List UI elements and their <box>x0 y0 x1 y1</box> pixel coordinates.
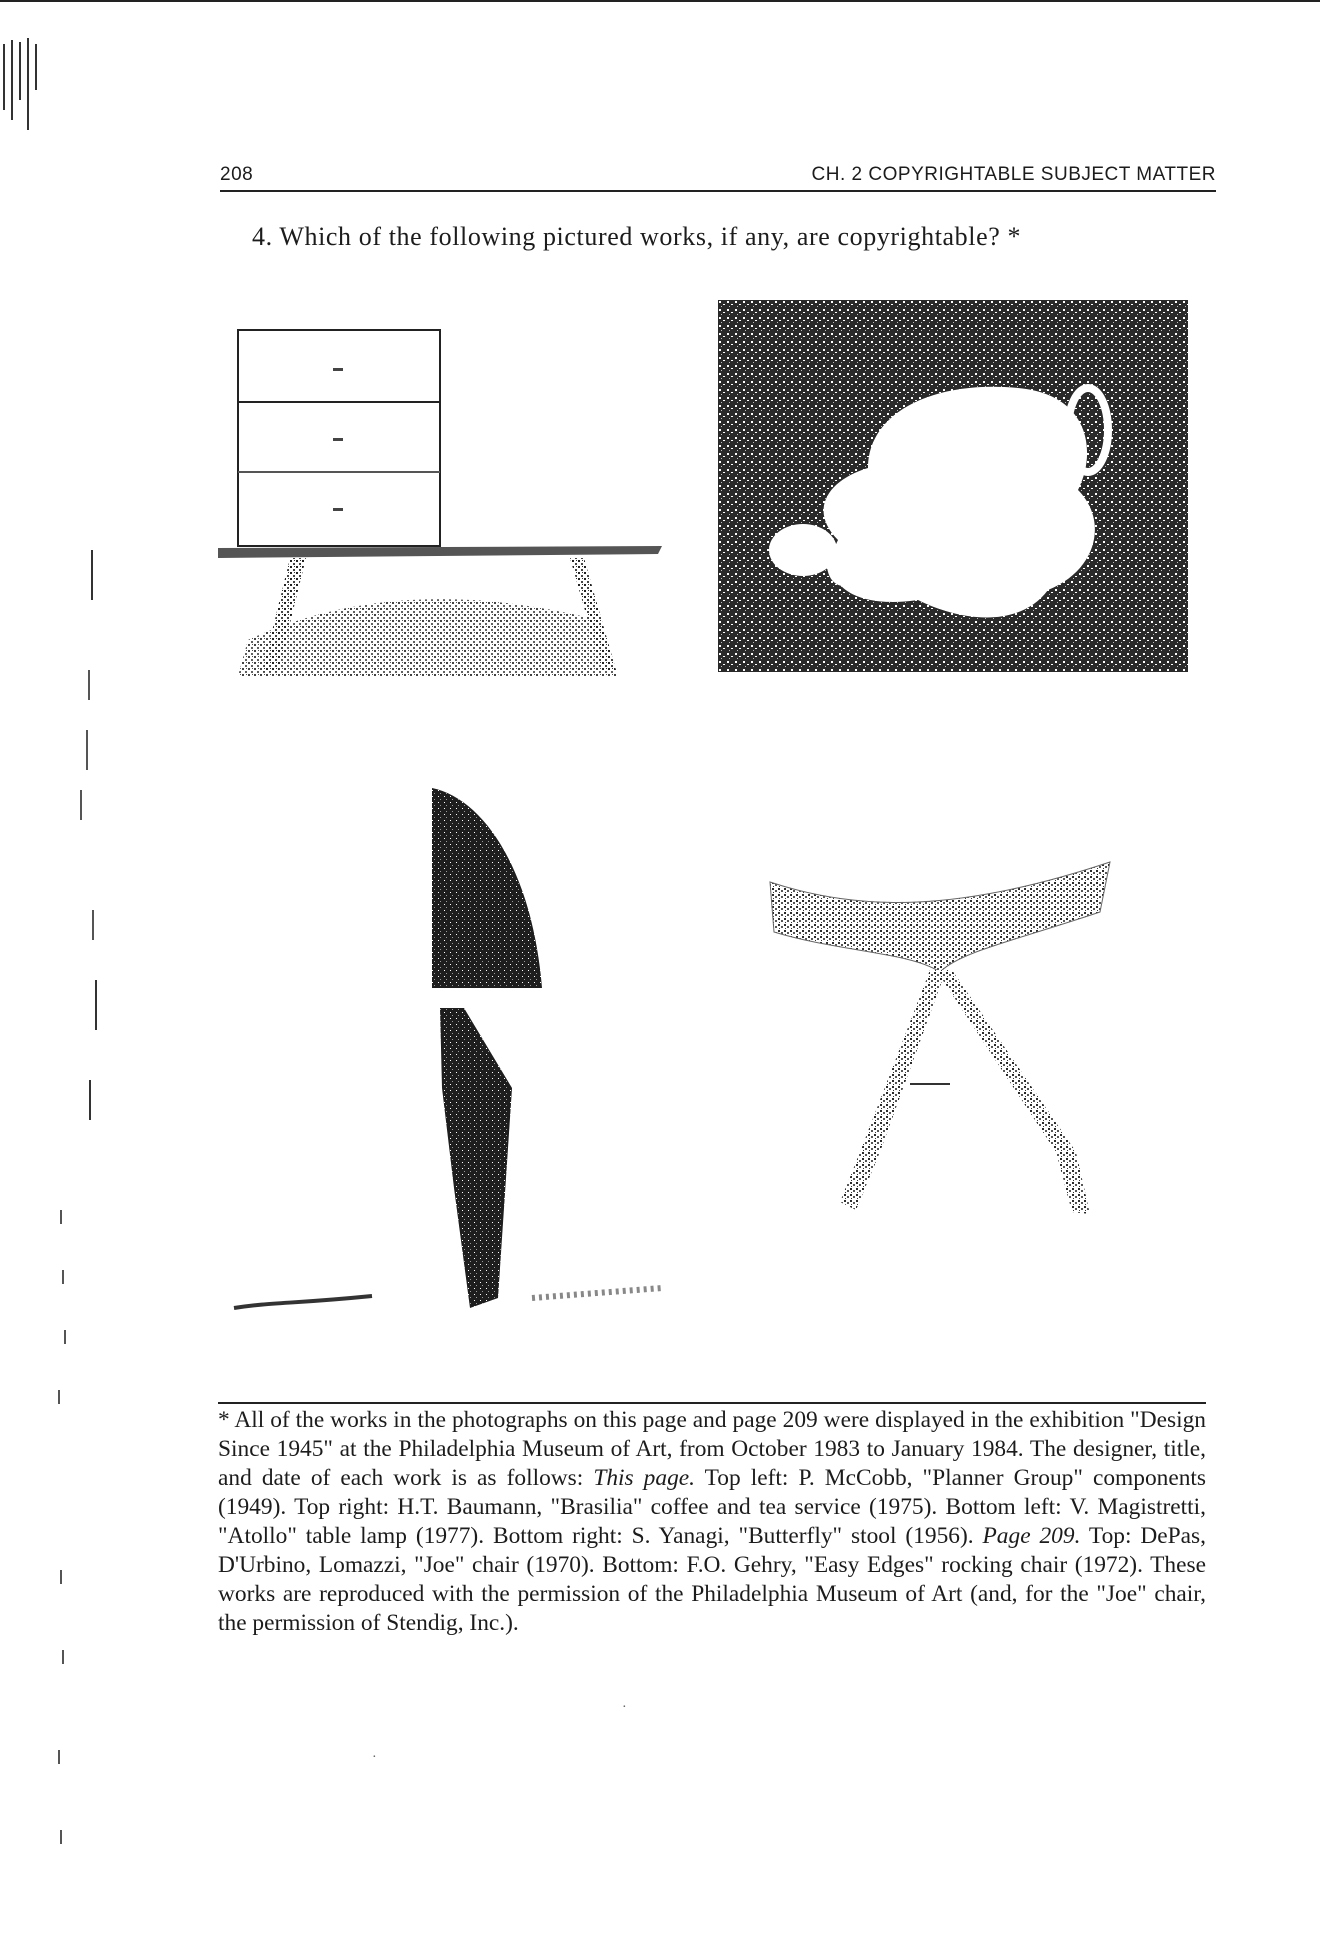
footnote-page-ref: Page 209. <box>982 1523 1081 1549</box>
photo-butterfly-stool <box>760 852 1120 1232</box>
photo-atollo-table-lamp <box>232 788 672 1328</box>
footnote <box>218 1406 1206 1638</box>
running-header <box>220 160 1216 192</box>
footnote-divider <box>218 1402 1206 1404</box>
scan-margin-marks <box>0 30 110 1930</box>
chapter-title: CH. 2 COPYRIGHTABLE SUBJECT MATTER <box>811 164 1216 185</box>
footnote-text-3: Top: DePas, D'Urbino, Lomazzi, "Joe" chair (1970). Bottom: F.O. Gehry, "Easy Edges" rocking chair (1972). These works are reproduced with the permission of the Philadelphia Museum of Art (and, for the "Joe" chair, the permission of Stendig, Inc.). <box>218 1523 1207 1636</box>
scan-top-border <box>0 0 1320 2</box>
footnote-this-page: This page. <box>593 1465 696 1491</box>
footnote-text-1: * All of the works in the photographs on this page and page 209 were displayed in the exhibition "Design Since 1945" at the Philadelphia Museum of Art, from October 1983 to January 1984. The designer, title, and date of each work is as follows: <box>218 1407 1206 1491</box>
scan-speck: · <box>372 1750 377 1765</box>
footnote-text-2: Top left: P. McCobb, "Planner Group" components (1949). Top right: H.T. Baumann, "Brasilia" coffee and tea service (1975). Bottom left: V. Magistretti, "Atollo" table lamp (1977). Bottom right: S. Yanagi, "Butterfly" stool (1956). <box>218 1465 1207 1549</box>
photo-brasilia-coffee-tea-service <box>718 300 1188 680</box>
photo-planner-group-components <box>218 320 670 680</box>
question-text: 4. Which of the following pictured works, if any, are copyrightable? * <box>252 222 1022 251</box>
page-number: 208 <box>220 164 254 185</box>
scan-speck: · <box>622 1700 627 1715</box>
